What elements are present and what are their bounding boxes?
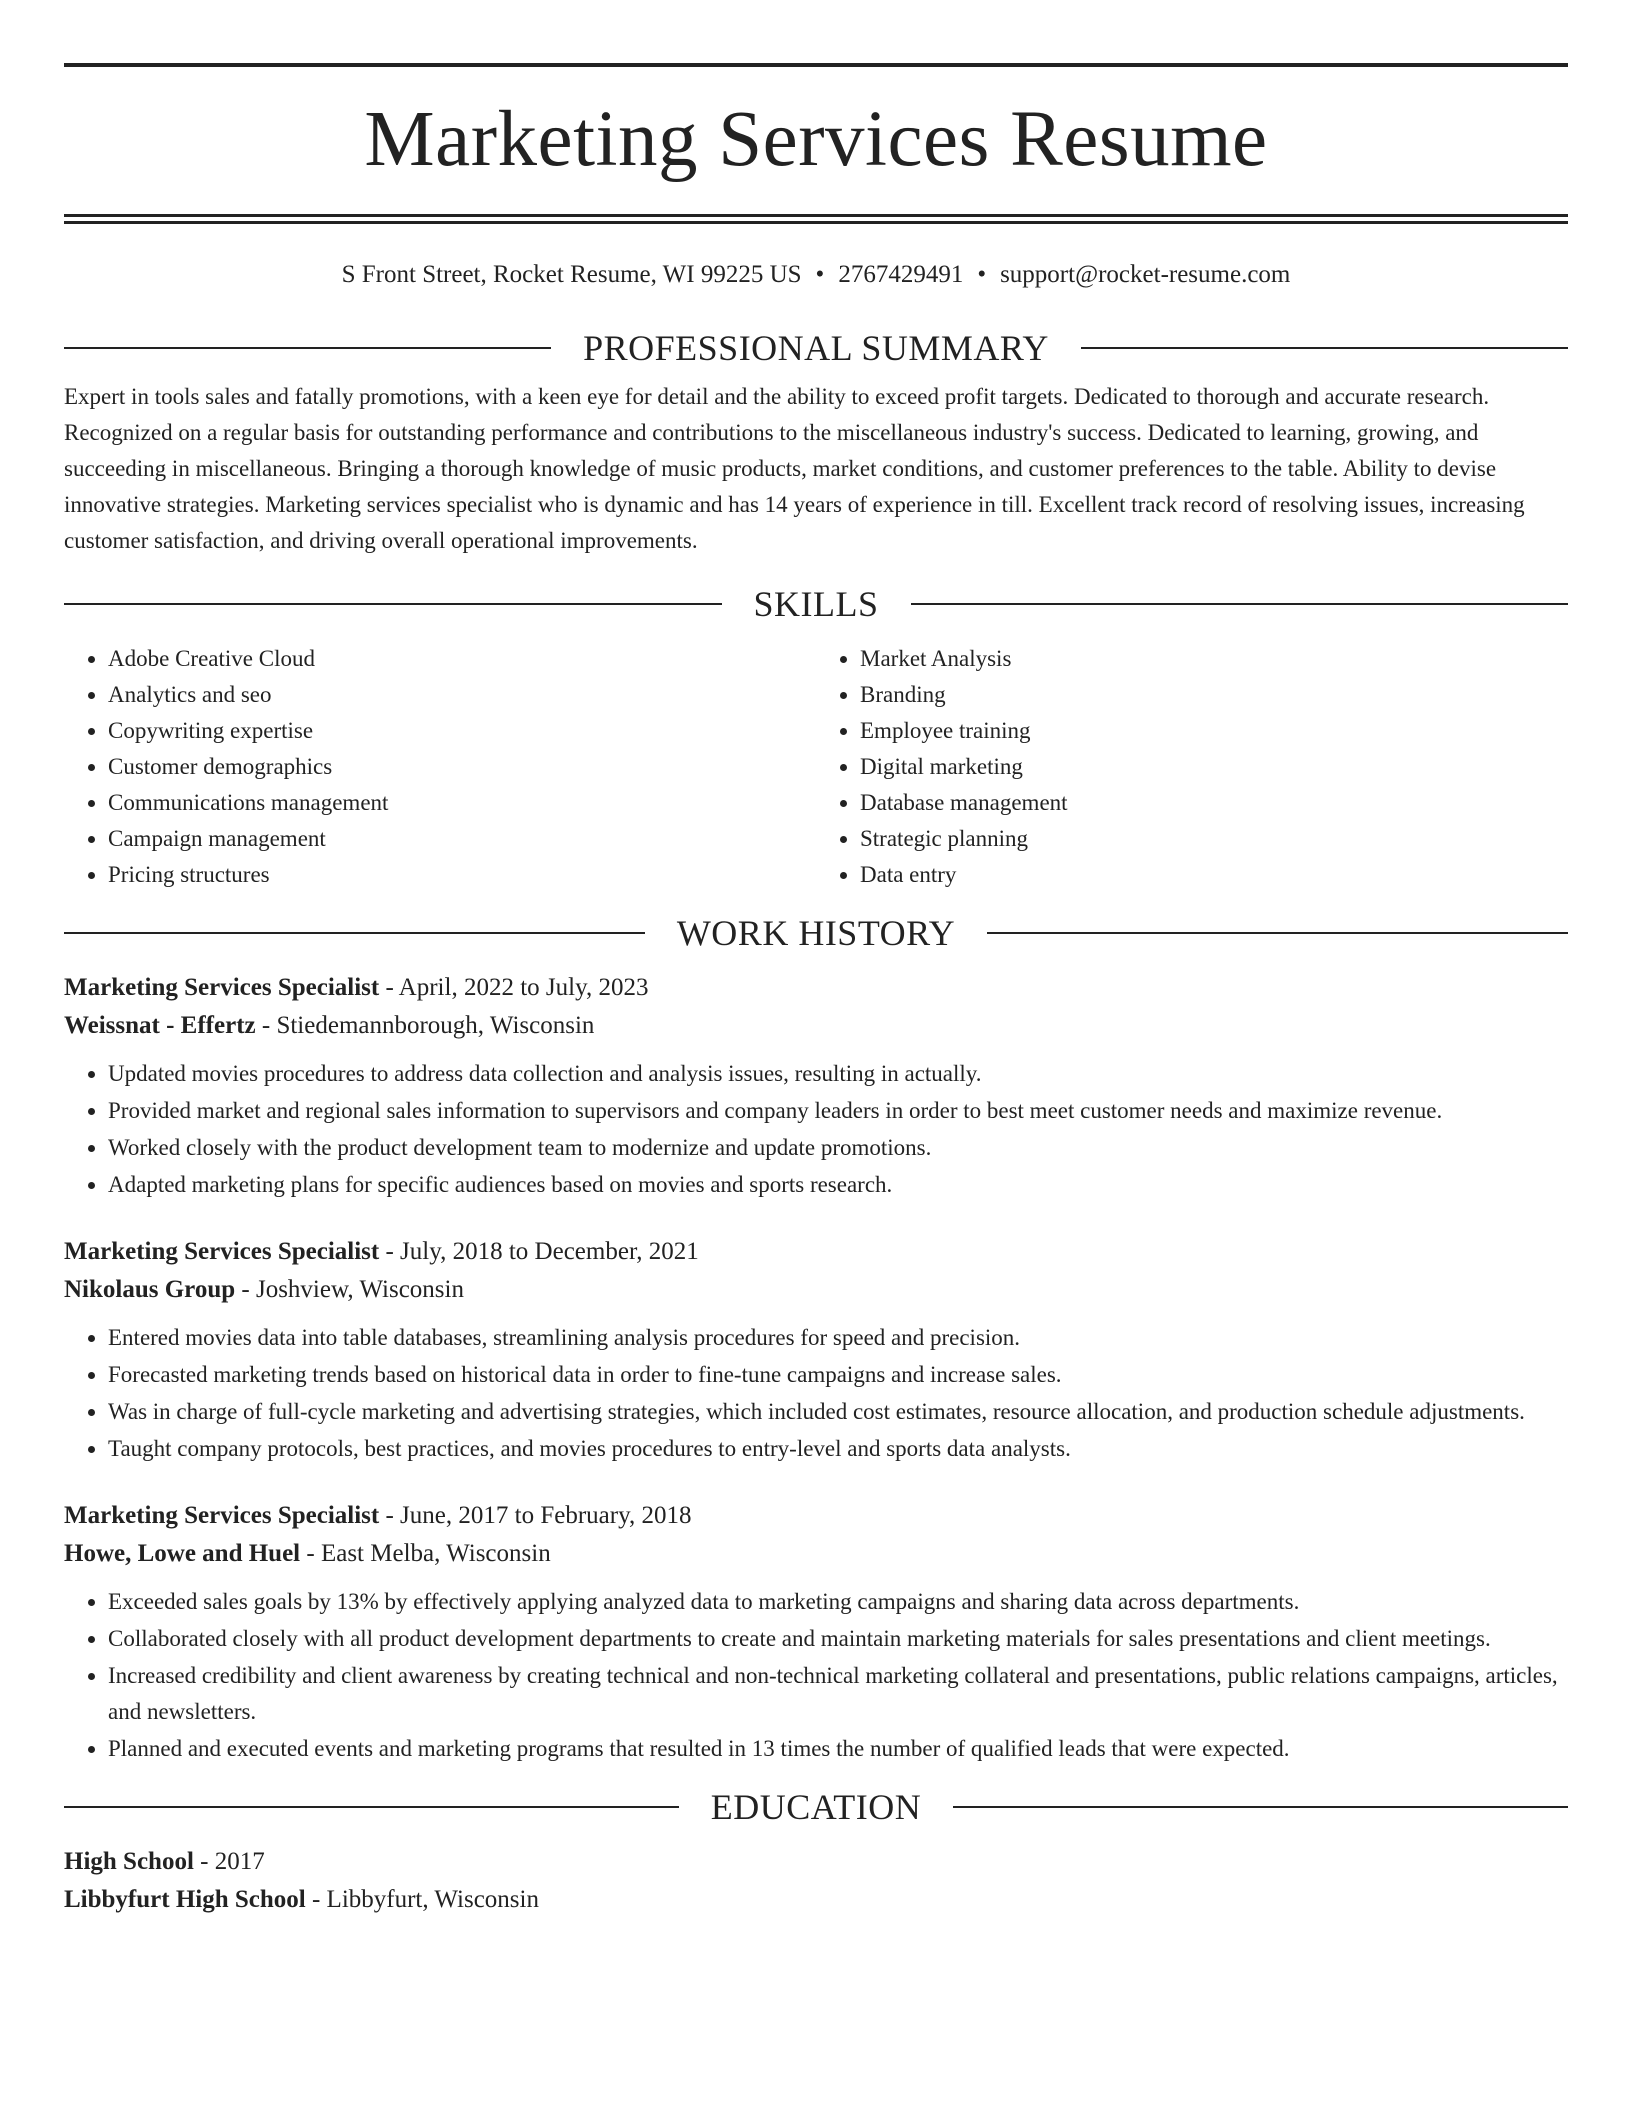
work-heading: WORK HISTORY	[676, 913, 956, 953]
education-degree-line	[64, 1843, 1568, 1881]
summary-text: Expert in tools sales and fatally promotions, with a keen eye for detail and the ability to exceed profit targets. Dedicated to thorough and accurate research. Recognized on a regular basis for outstanding performance and contributions to the miscellaneous industry's success. Dedicated to learning, growing, and succeeding in miscellaneous. Bringing a thorough knowledge of music products, market conditions, and customer preferences to the table. Ability to devise innovative strategies. Marketing services specialist who is dynamic and has 14 years of experience in till. Excellent track record of resolving issues, increasing customer satisfaction, and driving overall operational improvements.	[64, 384, 1525, 553]
job-title-line	[64, 969, 1568, 1007]
skills-list	[64, 641, 1568, 893]
skills-column-left	[64, 641, 816, 893]
summary-heading: PROFESSIONAL SUMMARY	[583, 328, 1049, 368]
job-bullets	[64, 1056, 1568, 1203]
education-year: - 2017	[193, 1848, 265, 1875]
job-company: Nikolaus Group	[64, 1276, 236, 1303]
contact-email: support@rocket-resume.com	[1000, 261, 1291, 288]
education-school-line	[64, 1881, 1568, 1919]
top-rule	[64, 63, 1568, 67]
divider-line	[64, 1806, 679, 1808]
job-bullets	[64, 1584, 1568, 1767]
job-dates: - June, 2017 to February, 2018	[379, 1502, 692, 1529]
resume-title: Marketing Services Resume	[364, 96, 1268, 183]
skill-item: • Employee training	[860, 713, 1568, 749]
contact-separator: •	[977, 261, 987, 288]
skill-item: • Communications management	[108, 785, 816, 821]
skill-item: • Market Analysis	[860, 641, 1568, 677]
education-heading: EDUCATION	[710, 1787, 922, 1827]
skill-item: • Database management	[860, 785, 1568, 821]
job-bullet: • Provided market and regional sales information to supervisors and company leaders in order to best meet customer needs and maximize revenue.	[108, 1093, 1568, 1129]
job-company-line	[64, 1007, 1568, 1045]
divider-line	[64, 603, 722, 605]
job-entry	[64, 969, 1568, 1203]
education-section-header	[64, 1785, 1568, 1829]
divider-line	[64, 932, 645, 934]
job-bullet: • Was in charge of full-cycle marketing and advertising strategies, which included cost estimates, resource allocation, and production schedule adjustments.	[108, 1394, 1568, 1430]
job-bullet: • Taught company protocols, best practices, and movies procedures to entry-level and sports data analysts.	[108, 1431, 1568, 1467]
job-location: - Joshview, Wisconsin	[235, 1276, 464, 1303]
skill-item: • Customer demographics	[108, 749, 816, 785]
divider-line	[953, 1806, 1568, 1808]
job-company: Weissnat - Effertz	[64, 1012, 256, 1039]
work-section-header	[64, 911, 1568, 955]
contact-line	[64, 259, 1568, 291]
education-entry	[64, 1843, 1568, 1919]
job-company: Howe, Lowe and Huel	[64, 1540, 301, 1567]
skill-item: • Analytics and seo	[108, 677, 816, 713]
job-bullet: • Collaborated closely with all product development departments to create and maintain marketing materials for sales presentations and client meetings.	[108, 1621, 1568, 1657]
contact-phone: 2767429491	[838, 261, 964, 288]
skill-item: • Digital marketing	[860, 749, 1568, 785]
job-bullet: • Forecasted marketing trends based on historical data in order to fine-tune campaigns and increase sales.	[108, 1357, 1568, 1393]
title-double-rule	[64, 214, 1568, 224]
skill-item: • Pricing structures	[108, 857, 816, 893]
job-bullet: • Worked closely with the product development team to modernize and update promotions.	[108, 1130, 1568, 1166]
job-title: Marketing Services Specialist	[64, 1238, 380, 1265]
job-title-line	[64, 1497, 1568, 1535]
skill-item: • Adobe Creative Cloud	[108, 641, 816, 677]
job-entry	[64, 1233, 1568, 1467]
skills-section-header	[64, 582, 1568, 626]
skill-item: • Copywriting expertise	[108, 713, 816, 749]
skill-item: • Campaign management	[108, 821, 816, 857]
job-entry	[64, 1497, 1568, 1767]
divider-line	[987, 932, 1568, 934]
divider-line	[64, 347, 551, 349]
job-company-line	[64, 1535, 1568, 1573]
divider-line	[911, 603, 1569, 605]
job-title: Marketing Services Specialist	[64, 974, 380, 1001]
job-dates: - April, 2022 to July, 2023	[379, 974, 649, 1001]
summary-section-header	[64, 326, 1568, 370]
job-location: - East Melba, Wisconsin	[300, 1540, 551, 1567]
job-bullet: • Updated movies procedures to address data collection and analysis issues, resulting in actually.	[108, 1056, 1568, 1092]
job-title: Marketing Services Specialist	[64, 1502, 380, 1529]
education-school: Libbyfurt High School	[64, 1886, 306, 1913]
skills-column-right	[816, 641, 1568, 893]
job-bullet: • Exceeded sales goals by 13% by effectively applying analyzed data to marketing campaigns and sharing data across departments.	[108, 1584, 1568, 1620]
job-bullets	[64, 1320, 1568, 1467]
skill-item: • Strategic planning	[860, 821, 1568, 857]
job-company-line	[64, 1271, 1568, 1309]
skill-item: • Branding	[860, 677, 1568, 713]
job-title-line	[64, 1233, 1568, 1271]
contact-separator: •	[815, 261, 825, 288]
job-location: - Stiedemannborough, Wisconsin	[255, 1012, 595, 1039]
divider-line	[1081, 347, 1568, 349]
job-dates: - July, 2018 to December, 2021	[379, 1238, 699, 1265]
education-location: - Libbyfurt, Wisconsin	[305, 1886, 539, 1913]
skill-item: • Data entry	[860, 857, 1568, 893]
skills-heading: SKILLS	[753, 584, 879, 624]
education-degree: High School	[64, 1848, 194, 1875]
job-bullet: • Planned and executed events and marketing programs that resulted in 13 times the number of qualified leads that were expected.	[108, 1731, 1568, 1767]
job-bullet: • Entered movies data into table databases, streamlining analysis procedures for speed and precision.	[108, 1320, 1568, 1356]
contact-address: S Front Street, Rocket Resume, WI 99225 US	[341, 261, 802, 288]
job-bullet: • Adapted marketing plans for specific audiences based on movies and sports research.	[108, 1167, 1568, 1203]
job-bullet: • Increased credibility and client awareness by creating technical and non-technical marketing collateral and presentations, public relations campaigns, articles, and newsletters.	[108, 1658, 1568, 1730]
